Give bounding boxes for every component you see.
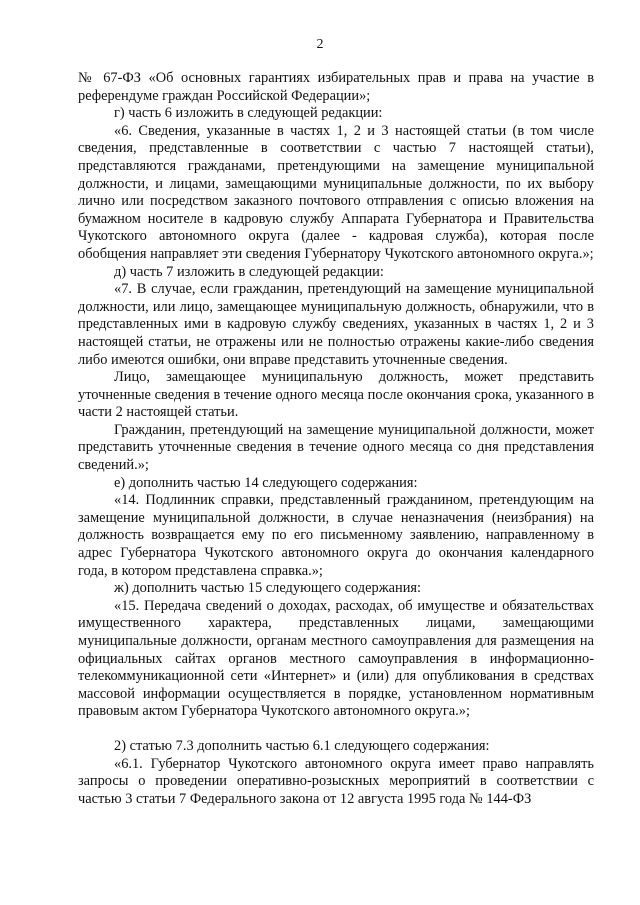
paragraph-item-zh: ж) дополнить частью 15 следующего содержания: bbox=[114, 580, 422, 597]
paragraph-part-7-text: «7. В случае, если гражданин, претендующий на замещение муниципальной должности, или лицо, замещающее муниципальную должность, обнаружили, что в представленных ими в кадровую службу сведениях, указанных в частях 1, 2 и 3 настоящей статьи, не отражены или не полностью отражены какие-либо сведения либо имеются ошибки, они вправе представить уточненные сведения. bbox=[78, 281, 594, 368]
paragraph-item-e: е) дополнить частью 14 следующего содержания: bbox=[114, 474, 418, 491]
paragraph-part-7-second: Лицо, замещающее муниципальную должность, может представить уточненные сведения в течение одного месяца после окончания срока, указанного в части 2 настоящей статьи. bbox=[78, 369, 594, 421]
page-number: 2 bbox=[316, 37, 324, 52]
paragraph-part-6-text: «6. Сведения, указанные в частях 1, 2 и 3 настоящей статьи (в том числе сведения, представленные в соответствии с частью 7 настоящей статьи), представляются гражданами, претендующими на замещение муниципальной должности, и лицами, замещающими муниципальные должности, по их выбору лично или посредством заказного почтового отправления с описью вложения на бумажном носителе в кадровую службу Аппарата Губернатора и Правительства Чукотского автономного округа (далее - кадровая служба), которая после обобщения направляет эти сведения Губернатору Чукотского автономного округа.»; bbox=[78, 122, 594, 262]
paragraph-part-7-third: Гражданин, претендующий на замещение муниципальной должности, может представить уточненные сведения в течение одного месяца со дня представления сведений.»; bbox=[78, 421, 594, 474]
paragraph-law-reference-continuation: № 67-ФЗ «Об основных гарантиях избирательных прав и права на участие в референдуме граждан Российской Федерации»; bbox=[78, 70, 594, 104]
paragraph-part-14-text: «14. Подлинник справки, представленный гражданином, претендующим на замещение муниципальной должности, в случае неназначения (неизбрания) на должность возвращается ему по его письменному заявлению, направленному в адрес Губернатора Чукотского автономного округа до окончания календарного года, в котором представлена справка.»; bbox=[78, 492, 594, 579]
paragraph-part-15-text: «15. Передача сведений о доходах, расходах, об имуществе и обязательствах имущественного характера, представленных лицами, замещающими муниципальные должности, органам местного самоуправления для размещения на официальных сайтах органов местного самоуправления в информационно-телекоммуникационной сети «Интернет» и (или) для опубликования в средствах массовой информации осуществляется в порядке, установленном нормативным правовым актом Губернатора Чукотского автономного округа.»; bbox=[78, 597, 594, 720]
paragraph-part-6-1-text: «6.1. Губернатор Чукотского автономного округа имеет право направлять запросы о проведении оперативно-розыскных мероприятий в соответствии с частью 3 статьи 7 Федерального закона от 12 августа 1995 года № 144-ФЗ bbox=[78, 755, 594, 807]
document-body bbox=[78, 70, 594, 808]
section-spacer bbox=[78, 721, 594, 738]
paragraph-item-g: г) часть 6 изложить в следующей редакции: bbox=[114, 105, 383, 122]
paragraph-item-2: 2) статью 7.3 дополнить частью 6.1 следующего содержания: bbox=[114, 737, 490, 754]
paragraph-item-d: д) часть 7 изложить в следующей редакции: bbox=[114, 263, 384, 280]
